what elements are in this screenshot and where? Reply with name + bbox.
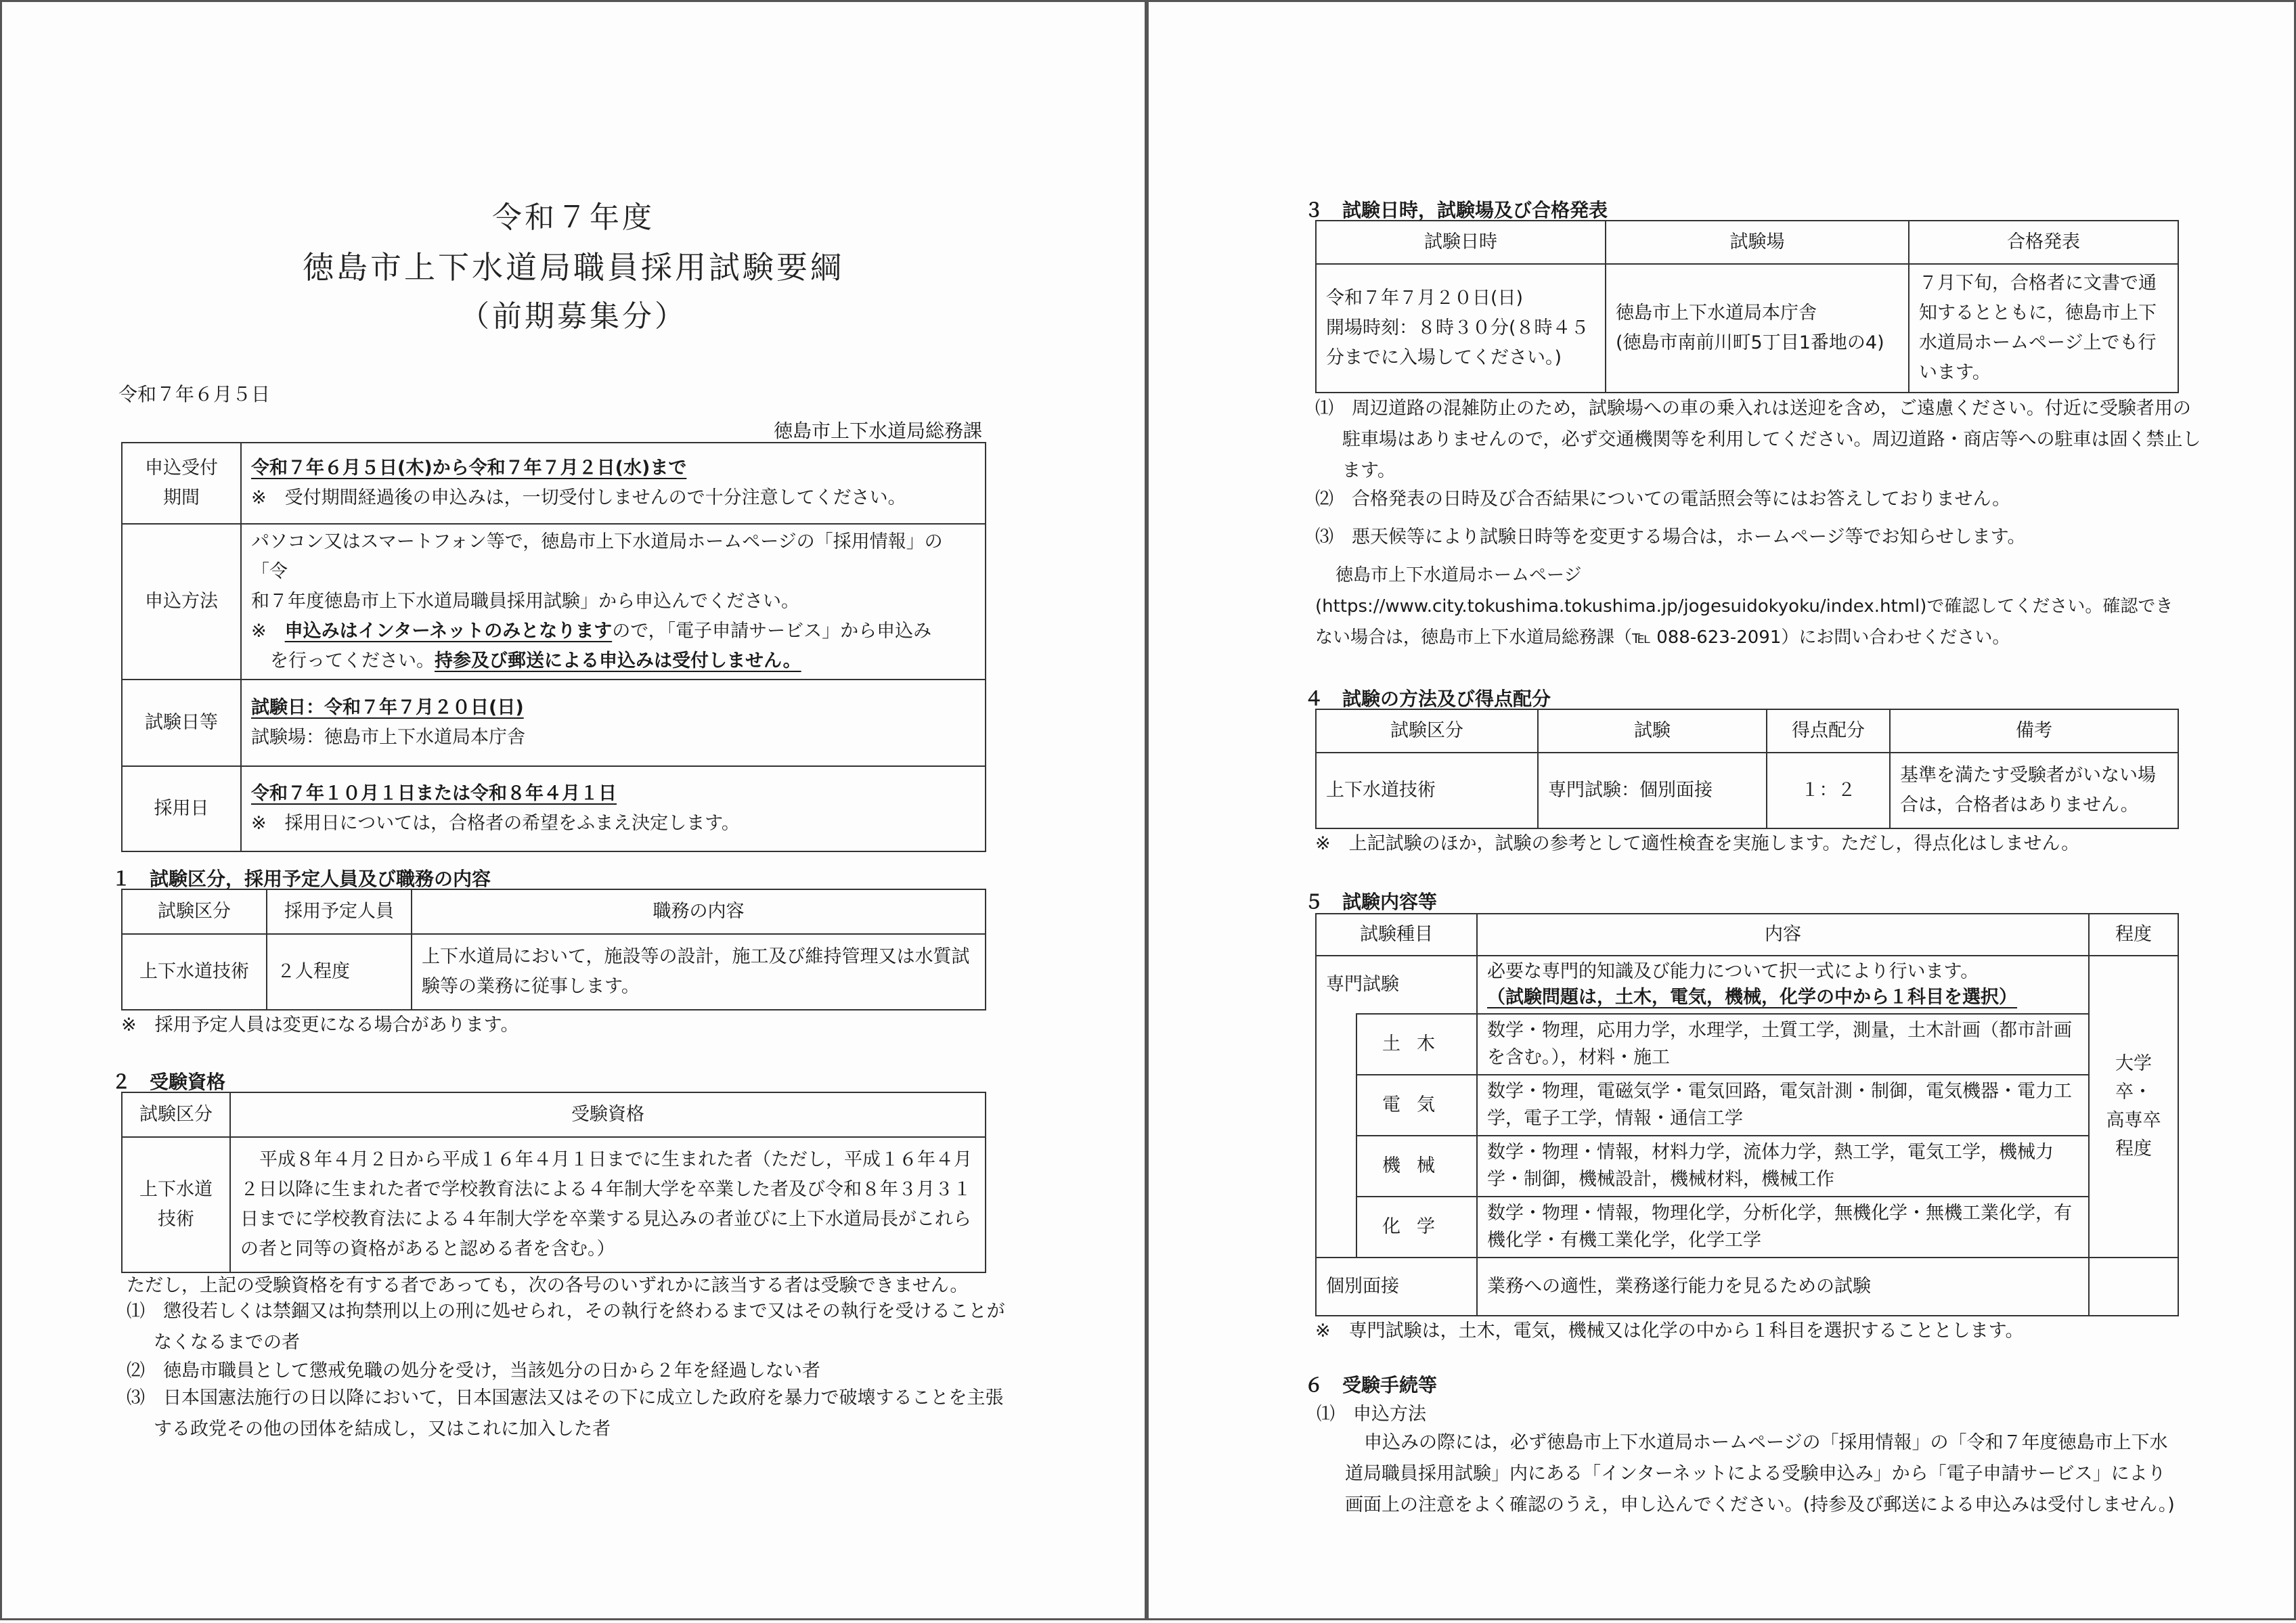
section-3-heading: ３ 試験日時，試験場及び合格発表 <box>1304 199 1608 221</box>
exam-date: 試験日：令和７年７月２０日(日) <box>251 697 524 718</box>
left-page <box>0 0 1147 1620</box>
indent-cell <box>1316 1014 1356 1075</box>
disqualification-item: ⑵ 徳島市職員として懲戒免職の処分を受け，当該処分の日から２年を経過しない者 <box>127 1360 820 1381</box>
table-header: 試験日時 <box>1316 221 1606 264</box>
table-cell: １：２ <box>1767 753 1890 828</box>
table-cell: 上下水道局において，施設等の設計，施工及び維持管理又は水質試験等の業務に従事します。 <box>412 934 986 1010</box>
period-note: ※ 受付期間経過後の申込みは，一切受付しませんので十分注意してください。 <box>251 487 906 508</box>
method-emphasis: 持参及び郵送による申込みは受付しません。 <box>435 650 801 671</box>
table-header: 試験 <box>1538 709 1767 753</box>
table-header: 試験区分 <box>1316 709 1538 753</box>
table-row <box>1316 753 2178 828</box>
indent-cell <box>1316 1136 1356 1197</box>
interview-content: 業務への適性，業務遂行能力を見るための試験 <box>1477 1258 2089 1316</box>
table-cell: 上下水道技術 <box>122 1137 230 1272</box>
method-line: 和７年度徳島市上下水道局職員採用試験」から申込んでください。 <box>251 591 799 612</box>
section-6-sub: ⑴ 申込方法 <box>1317 1404 1426 1425</box>
level-cell: 大学卒・ 高専卒 程度 <box>2089 956 2178 1258</box>
subject-name: 機械 <box>1356 1136 1477 1197</box>
subject-row <box>1316 1014 2178 1075</box>
table-header: 試験場 <box>1606 221 1909 264</box>
section-1-table <box>121 889 986 1010</box>
summary-label: 申込方法 <box>122 524 241 680</box>
subject-name: 化学 <box>1356 1197 1477 1258</box>
section-2-table <box>121 1092 986 1273</box>
summary-content <box>241 766 986 851</box>
subject-row <box>1316 1197 2178 1258</box>
subject-content: 数学・物理・情報，材料力学，流体力学，熱工学，電気工学，機械力学・制御，機械設計，機械材料，機械工作 <box>1477 1136 2089 1197</box>
method-line: パソコン又はスマートフォン等で，徳島市上下水道局ホームページの「採用情報」の「令 <box>251 531 943 582</box>
subject-row <box>1316 1075 2178 1136</box>
table-row <box>1316 264 2178 393</box>
table-header: 試験区分 <box>122 1092 230 1137</box>
table-header: 試験種目 <box>1316 914 1477 956</box>
section-3-note: ⑴ 周辺道路の混雑防止のため，試験場への車の乗入れは送迎を含め，ご遠慮ください。付近に受験者用の駐車場はありませんので，必ず交通機関等を利用してください。周辺道路・商店等への駐車は固く禁止します。 <box>1315 398 2201 481</box>
subject-content: 数学・物理，応用力学，水理学，土質工学，測量，土木計画（都市計画を含む。），材料・施工 <box>1477 1014 2089 1075</box>
senmon-content <box>1477 956 2089 1014</box>
summary-label: 申込受付 期間 <box>122 443 241 524</box>
issuing-department: 徳島市上下水道局総務課 <box>774 420 983 442</box>
senmon-line: 必要な専門的知識及び能力について択一式により行います。 <box>1487 961 1979 982</box>
subject-name: 土木 <box>1356 1014 1477 1075</box>
section-2-after: ただし，上記の受験資格を有する者であっても，次の各号のいずれかに該当する者は受験できません。 <box>127 1275 969 1296</box>
senmon-label: 専門試験 <box>1316 956 1477 1014</box>
section-5-heading: ５ 試験内容等 <box>1304 891 1438 913</box>
table-header: 採用予定人員 <box>267 889 412 934</box>
table-header: 程度 <box>2089 914 2178 956</box>
table-cell: 上下水道技術 <box>122 934 267 1010</box>
disqualification-item: ⑶ 日本国憲法施行の日以降において，日本国憲法又はその下に成立した政府を暴力で破壊することを主張する政党その他の団体を結成し，又はこれに加入した者 <box>127 1387 1004 1440</box>
subject-content: 数学・物理，電磁気学・電気回路，電気計測・制御，電気機器・電力工学，電子工学，情報・通信工学 <box>1477 1075 2089 1136</box>
table-cell: ２人程度 <box>267 934 412 1010</box>
announcement-cell: ７月下旬，合格者に文書で通知するとともに，徳島市上下水道局ホームページ上でも行います。 <box>1909 264 2178 393</box>
section-3-note: ⑶ 悪天候等により試験日時等を変更する場合は，ホームページ等でお知らせします。 <box>1315 527 2026 548</box>
hire-note: ※ 採用日については，合格者の希望をふまえ決定します。 <box>251 813 740 834</box>
table-cell: 専門試験：個別面接 <box>1538 753 1767 828</box>
section-5-table <box>1315 913 2179 1316</box>
summary-label: 試験日等 <box>122 680 241 766</box>
section-3-table <box>1315 220 2179 393</box>
summary-label: 採用日 <box>122 766 241 851</box>
right-page <box>1147 0 2296 1620</box>
summary-row-exam <box>122 680 986 766</box>
subject-row <box>1316 1136 2178 1197</box>
title-sub: （前期募集分） <box>460 299 687 334</box>
summary-content <box>241 680 986 766</box>
disqualification-item: ⑴ 懲役若しくは禁錮又は拘禁刑以上の刑に処せられ，その執行を終わるまで又はその執行を受けることがなくなるまでの者 <box>127 1301 1005 1353</box>
method-line: ので，「電子申請サービス」から申込み <box>612 621 932 642</box>
section-4-note: ※ 上記試験のほか，試験の参考として適性検査を実施します。ただし，得点化はしません。 <box>1315 833 2080 854</box>
section-6-heading: ６ 受験手続等 <box>1304 1374 1438 1396</box>
table-row <box>1316 1258 2178 1316</box>
title-year: 令和７年度 <box>492 200 655 235</box>
summary-row-method <box>122 524 986 680</box>
summary-content <box>241 524 986 680</box>
summary-table <box>121 442 986 852</box>
indent-cell <box>1316 1197 1356 1258</box>
title-main: 徳島市上下水道局職員採用試験要綱 <box>303 249 844 286</box>
senmon-selection: （試験問題は，土木，電気，機械，化学の中から１科目を選択） <box>1487 987 2017 1008</box>
period-dates: 令和７年６月５日(木)から令和７年７月２日(水)まで <box>251 458 687 479</box>
table-header: 合格発表 <box>1909 221 2178 264</box>
subject-content: 数学・物理・情報，物理化学，分析化学，無機化学・無機工業化学，有機化学・有機工業化学，化学工学 <box>1477 1197 2089 1258</box>
table-cell: 上下水道技術 <box>1316 753 1538 828</box>
section-1-heading: １ 試験区分，採用予定人員及び職務の内容 <box>112 868 491 890</box>
table-cell: 基準を満たす受験者がいない場合は，合格者はありません。 <box>1890 753 2178 828</box>
section-3-note: ⑵ 合格発表の日時及び合否結果についての電話照会等にはお答えしておりません。 <box>1315 489 2011 510</box>
table-header: 内容 <box>1477 914 2089 956</box>
exam-venue: 試験場：徳島市上下水道局本庁舎 <box>251 727 525 748</box>
table-row <box>1316 956 2178 1014</box>
section-6-text: 申込みの際には，必ず徳島市上下水道局ホームページの「採用情報」の「令和７年度徳島市上下水道局職員採用試験」内にある「インターネットによる受験申込み」から「電子申請サービス」により画面上の注意をよく確認のうえ，申し込んでください。(持参及び郵送による申込みは受付しません。) <box>1345 1432 2175 1515</box>
section-2-heading: ２ 受験資格 <box>112 1071 226 1093</box>
indent-cell <box>1316 1075 1356 1136</box>
summary-row-hire <box>122 766 986 851</box>
section-4-heading: ４ 試験の方法及び得点配分 <box>1304 688 1551 710</box>
summary-content <box>241 443 986 524</box>
level-cell-empty <box>2089 1258 2178 1316</box>
interview-label: 個別面接 <box>1316 1258 1477 1316</box>
exam-venue-cell: 徳島市上下水道局本庁舎 (徳島市南前川町5丁目1番地の4) <box>1606 264 1909 393</box>
table-row <box>122 1137 986 1272</box>
method-emphasis: 申込みはインターネットのみとなります <box>284 621 613 642</box>
table-header: 受験資格 <box>230 1092 986 1137</box>
table-header: 試験区分 <box>122 889 267 934</box>
subject-name: 電気 <box>1356 1075 1477 1136</box>
table-header: 職務の内容 <box>412 889 986 934</box>
method-line: を行ってください。 <box>270 650 435 671</box>
table-header: 備考 <box>1890 709 2178 753</box>
issue-date: 令和７年６月５日 <box>118 383 271 405</box>
summary-row-period <box>122 443 986 524</box>
table-row <box>122 934 986 1010</box>
section-4-table <box>1315 709 2179 829</box>
method-mark: ※ <box>251 621 285 642</box>
table-header: 得点配分 <box>1767 709 1890 753</box>
homepage-notice: 徳島市上下水道局ホームページ(https://www.city.tokushima.tokushima.jp/jogesuidokyoku/index.html)で確認してください。確認できない場合は，徳島市上下水道局総務課（℡ 088-623-2091）にお問い合わせください。 <box>1315 565 2173 648</box>
section-1-note: ※ 採用予定人員は変更になる場合があります。 <box>121 1015 519 1036</box>
table-cell: 平成８年４月２日から平成１６年４月１日までに生まれた者（ただし，平成１６年４月２日以降に生まれた者で学校教育法による４年制大学を卒業した者及び令和８年３月３１日までに学校教育法による４年制大学を卒業する見込みの者並びに上下水道局長がこれらの者と同等の資格があると認める者を含む。） <box>230 1137 986 1272</box>
exam-datetime-cell: 令和７年７月２０日(日) 開場時刻：８時３０分(８時４５分までに入場してください。) <box>1316 264 1606 393</box>
section-5-note: ※ 専門試験は，土木，電気，機械又は化学の中から１科目を選択することとします。 <box>1315 1320 2024 1341</box>
hire-dates: 令和７年１０月１日または令和８年４月１日 <box>251 783 617 804</box>
